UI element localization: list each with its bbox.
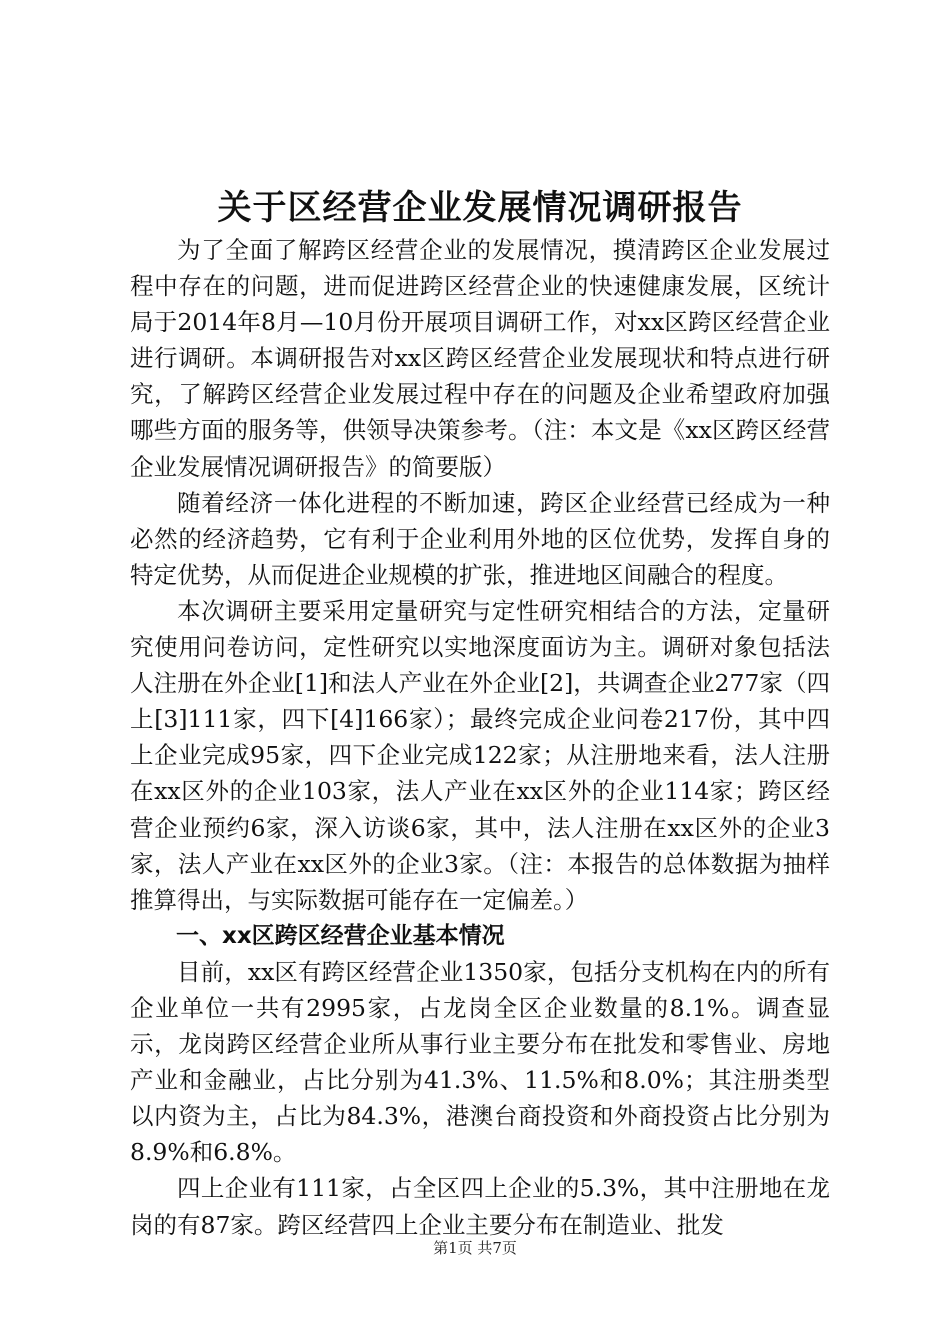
paragraph-overview: 目前，xx区有跨区经营企业1350家，包括分支机构在内的所有企业单位一共有2995家，占龙岗全区企业数量的8.1%。调查显示，龙岗跨区经营企业所从事行业主要分布在批发和零售业、房地产业和金融业，占比分别为41.3%、11.5%和8.0%；其注册类型以内资为主，占比为84.3%，港澳台商投资和外商投资占比分别为8.9%和6.8%。 xyxy=(130,957,830,1167)
document-body xyxy=(130,232,830,1243)
paragraph-methodology: 本次调研主要采用定量研究与定性研究相结合的方法，定量研究使用问卷访问，定性研究以实地深度面访为主。调研对象包括法人注册在外企业[1]和法人产业在外企业[2]，共调查企业277家（四上[3]111家，四下[4]166家）；最终完成企业问卷217份，其中四上企业完成95家，四下企业完成122家；从注册地来看，法人注册在xx区外的企业103家，法人产业在xx区外的企业114家；跨区经营企业预约6家，深入访谈6家，其中，法人注册在xx区外的企业3家，法人产业在xx区外的企业3家。（注：本报告的总体数据为抽样推算得出，与实际数据可能存在一定偏差。） xyxy=(130,596,830,914)
paragraph-background: 随着经济一体化进程的不断加速，跨区企业经营已经成为一种必然的经济趋势，它有利于企业利用外地的区位优势，发挥自身的特定优势，从而促进企业规模的扩张，推进地区间融合的程度。 xyxy=(130,488,830,589)
section-heading: 一、xx区跨区经营企业基本情况 xyxy=(176,922,505,949)
page-footer: 第1页 共7页 xyxy=(433,1239,517,1257)
paragraph-intro: 为了全面了解跨区经营企业的发展情况，摸清跨区企业发展过程中存在的问题，进而促进跨区经营企业的快速健康发展，区统计局于2014年8月—10月份开展项目调研工作，对xx区跨区经营企业进行调研。本调研报告对xx区跨区经营企业发展现状和特点进行研究，了解跨区经营企业发展过程中存在的问题及企业希望政府加强哪些方面的服务等，供领导决策参考。（注：本文是《xx区跨区经营企业发展情况调研报告》的简要版） xyxy=(130,236,830,481)
paragraph-large-enterprises: 四上企业有111家，占全区四上企业的5.3%，其中注册地在龙岗的有87家。跨区经营四上企业主要分布在制造业、批发 xyxy=(130,1174,830,1239)
document-title: 关于区经营企业发展情况调研报告 xyxy=(217,188,743,228)
